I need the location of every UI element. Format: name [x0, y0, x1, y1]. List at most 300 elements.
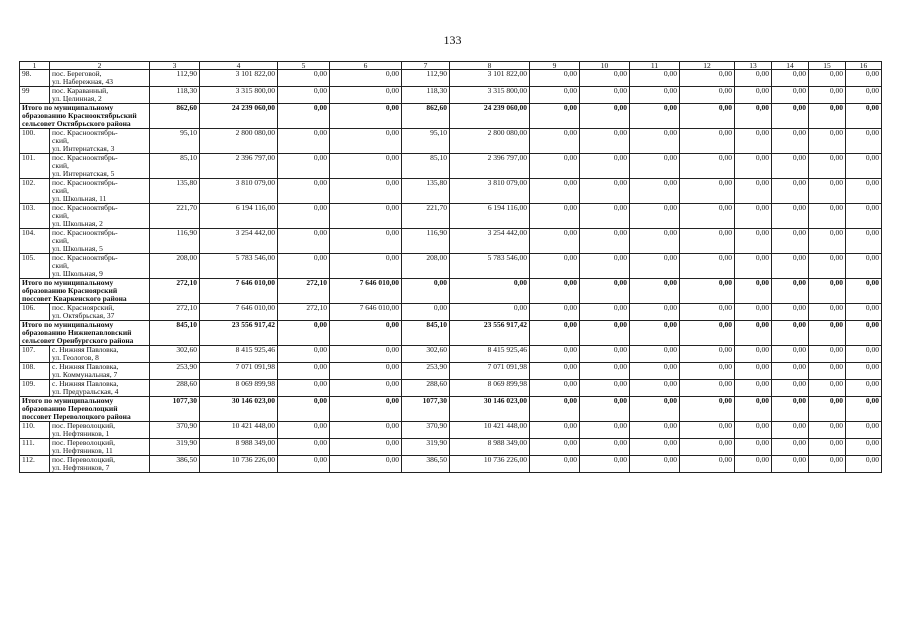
value-cell-col-13: 0,00 — [735, 380, 772, 397]
row-number: 98. — [20, 70, 50, 87]
table-row — [20, 439, 882, 456]
value-cell-col-6: 0,00 — [330, 87, 402, 104]
address-cell: с. Нижняя Павловка, ул. Предуральская, 4 — [50, 380, 150, 397]
table-row — [20, 304, 882, 321]
value-cell-col-8: 30 146 023,00 — [450, 397, 530, 422]
value-cell-col-12: 0,00 — [680, 154, 735, 179]
value-cell-col-11: 0,00 — [630, 87, 680, 104]
value-cell-col-9: 0,00 — [530, 422, 580, 439]
value-cell-col-16: 0,00 — [846, 456, 882, 473]
subtotal-row — [20, 397, 882, 422]
address-cell: с. Нижняя Павловка, ул. Геологов, 8 — [50, 346, 150, 363]
value-cell-col-7: 116,90 — [402, 229, 450, 254]
value-cell-col-15: 0,00 — [809, 154, 846, 179]
row-number: 111. — [20, 439, 50, 456]
value-cell-col-4: 3 101 822,00 — [200, 70, 278, 87]
value-cell-col-9: 0,00 — [530, 104, 580, 129]
value-cell-col-3: 221,70 — [150, 204, 200, 229]
value-cell-col-5: 0,00 — [278, 321, 330, 346]
value-cell-col-10: 0,00 — [580, 154, 630, 179]
value-cell-col-11: 0,00 — [630, 380, 680, 397]
value-cell-col-13: 0,00 — [735, 70, 772, 87]
value-cell-col-5: 0,00 — [278, 456, 330, 473]
value-cell-col-13: 0,00 — [735, 254, 772, 279]
value-cell-col-10: 0,00 — [580, 397, 630, 422]
value-cell-col-16: 0,00 — [846, 304, 882, 321]
value-cell-col-5: 0,00 — [278, 129, 330, 154]
value-cell-col-3: 208,00 — [150, 254, 200, 279]
value-cell-col-11: 0,00 — [630, 397, 680, 422]
value-cell-col-13: 0,00 — [735, 363, 772, 380]
value-cell-col-8: 3 810 079,00 — [450, 179, 530, 204]
value-cell-col-10: 0,00 — [580, 87, 630, 104]
value-cell-col-13: 0,00 — [735, 397, 772, 422]
value-cell-col-6: 0,00 — [330, 154, 402, 179]
value-cell-col-8: 8 069 899,98 — [450, 380, 530, 397]
value-cell-col-4: 10 736 226,00 — [200, 456, 278, 473]
subtotal-label: Итого по муниципальному образованию Красноярский поссовет Кваркенского района — [20, 279, 150, 304]
value-cell-col-4: 30 146 023,00 — [200, 397, 278, 422]
value-cell-col-12: 0,00 — [680, 380, 735, 397]
value-cell-col-8: 3 315 800,00 — [450, 87, 530, 104]
value-cell-col-3: 386,50 — [150, 456, 200, 473]
value-cell-col-10: 0,00 — [580, 380, 630, 397]
column-number-12: 12 — [680, 62, 735, 70]
value-cell-col-7: 135,80 — [402, 179, 450, 204]
value-cell-col-11: 0,00 — [630, 422, 680, 439]
value-cell-col-10: 0,00 — [580, 104, 630, 129]
value-cell-col-14: 0,00 — [772, 380, 809, 397]
value-cell-col-4: 8 988 349,00 — [200, 439, 278, 456]
value-cell-col-8: 8 988 349,00 — [450, 439, 530, 456]
value-cell-col-14: 0,00 — [772, 70, 809, 87]
column-number-5: 5 — [278, 62, 330, 70]
column-number-3: 3 — [150, 62, 200, 70]
value-cell-col-10: 0,00 — [580, 304, 630, 321]
value-cell-col-3: 135,80 — [150, 179, 200, 204]
value-cell-col-14: 0,00 — [772, 254, 809, 279]
row-number: 102. — [20, 179, 50, 204]
value-cell-col-15: 0,00 — [809, 380, 846, 397]
value-cell-col-3: 112,90 — [150, 70, 200, 87]
column-number-2: 2 — [50, 62, 150, 70]
row-number: 100. — [20, 129, 50, 154]
value-cell-col-14: 0,00 — [772, 422, 809, 439]
value-cell-col-12: 0,00 — [680, 129, 735, 154]
value-cell-col-14: 0,00 — [772, 397, 809, 422]
value-cell-col-9: 0,00 — [530, 346, 580, 363]
value-cell-col-5: 0,00 — [278, 254, 330, 279]
value-cell-col-8: 24 239 060,00 — [450, 104, 530, 129]
value-cell-col-5: 0,00 — [278, 422, 330, 439]
value-cell-col-5: 0,00 — [278, 346, 330, 363]
value-cell-col-11: 0,00 — [630, 229, 680, 254]
value-cell-col-6: 0,00 — [330, 70, 402, 87]
value-cell-col-3: 319,90 — [150, 439, 200, 456]
value-cell-col-16: 0,00 — [846, 104, 882, 129]
table-row — [20, 380, 882, 397]
address-cell: пос. Краснооктябрь- ский, ул. Школьная, 5 — [50, 229, 150, 254]
subtotal-row — [20, 321, 882, 346]
data-table — [19, 61, 882, 473]
value-cell-col-10: 0,00 — [580, 346, 630, 363]
value-cell-col-15: 0,00 — [809, 70, 846, 87]
value-cell-col-4: 8 415 925,46 — [200, 346, 278, 363]
value-cell-col-4: 3 315 800,00 — [200, 87, 278, 104]
value-cell-col-12: 0,00 — [680, 456, 735, 473]
value-cell-col-12: 0,00 — [680, 439, 735, 456]
table-row — [20, 254, 882, 279]
value-cell-col-9: 0,00 — [530, 363, 580, 380]
value-cell-col-4: 7 646 010,00 — [200, 304, 278, 321]
value-cell-col-15: 0,00 — [809, 422, 846, 439]
value-cell-col-8: 0,00 — [450, 279, 530, 304]
value-cell-col-10: 0,00 — [580, 254, 630, 279]
value-cell-col-16: 0,00 — [846, 87, 882, 104]
value-cell-col-7: 302,60 — [402, 346, 450, 363]
column-number-13: 13 — [735, 62, 772, 70]
subtotal-label: Итого по муниципальному образованию Переволоцкий поссовет Переволоцкого района — [20, 397, 150, 422]
value-cell-col-5: 0,00 — [278, 380, 330, 397]
value-cell-col-13: 0,00 — [735, 229, 772, 254]
table-row — [20, 363, 882, 380]
value-cell-col-5: 0,00 — [278, 363, 330, 380]
value-cell-col-3: 370,90 — [150, 422, 200, 439]
column-number-8: 8 — [450, 62, 530, 70]
table-row — [20, 129, 882, 154]
value-cell-col-15: 0,00 — [809, 321, 846, 346]
value-cell-col-4: 10 421 448,00 — [200, 422, 278, 439]
value-cell-col-6: 0,00 — [330, 129, 402, 154]
value-cell-col-3: 862,60 — [150, 104, 200, 129]
value-cell-col-5: 0,00 — [278, 70, 330, 87]
value-cell-col-7: 370,90 — [402, 422, 450, 439]
address-cell: пос. Переволоцкий, ул. Нефтяников, 1 — [50, 422, 150, 439]
value-cell-col-9: 0,00 — [530, 129, 580, 154]
column-number-10: 10 — [580, 62, 630, 70]
value-cell-col-6: 0,00 — [330, 346, 402, 363]
value-cell-col-6: 0,00 — [330, 204, 402, 229]
value-cell-col-5: 272,10 — [278, 279, 330, 304]
value-cell-col-7: 319,90 — [402, 439, 450, 456]
value-cell-col-9: 0,00 — [530, 397, 580, 422]
row-number: 108. — [20, 363, 50, 380]
value-cell-col-7: 95,10 — [402, 129, 450, 154]
subtotal-row — [20, 279, 882, 304]
table-row — [20, 229, 882, 254]
column-number-row — [20, 62, 882, 70]
value-cell-col-12: 0,00 — [680, 304, 735, 321]
value-cell-col-15: 0,00 — [809, 179, 846, 204]
value-cell-col-5: 0,00 — [278, 229, 330, 254]
row-number: 110. — [20, 422, 50, 439]
value-cell-col-9: 0,00 — [530, 179, 580, 204]
value-cell-col-6: 0,00 — [330, 380, 402, 397]
table-row — [20, 154, 882, 179]
value-cell-col-12: 0,00 — [680, 422, 735, 439]
value-cell-col-4: 8 069 899,98 — [200, 380, 278, 397]
value-cell-col-3: 85,10 — [150, 154, 200, 179]
value-cell-col-6: 0,00 — [330, 229, 402, 254]
column-number-9: 9 — [530, 62, 580, 70]
value-cell-col-7: 208,00 — [402, 254, 450, 279]
value-cell-col-5: 0,00 — [278, 179, 330, 204]
value-cell-col-13: 0,00 — [735, 422, 772, 439]
value-cell-col-15: 0,00 — [809, 104, 846, 129]
row-number: 106. — [20, 304, 50, 321]
value-cell-col-11: 0,00 — [630, 304, 680, 321]
value-cell-col-6: 0,00 — [330, 321, 402, 346]
value-cell-col-10: 0,00 — [580, 129, 630, 154]
value-cell-col-13: 0,00 — [735, 279, 772, 304]
value-cell-col-14: 0,00 — [772, 154, 809, 179]
row-number: 105. — [20, 254, 50, 279]
value-cell-col-14: 0,00 — [772, 363, 809, 380]
value-cell-col-16: 0,00 — [846, 439, 882, 456]
value-cell-col-11: 0,00 — [630, 321, 680, 346]
value-cell-col-9: 0,00 — [530, 154, 580, 179]
value-cell-col-8: 10 421 448,00 — [450, 422, 530, 439]
value-cell-col-3: 288,60 — [150, 380, 200, 397]
value-cell-col-9: 0,00 — [530, 279, 580, 304]
value-cell-col-6: 0,00 — [330, 397, 402, 422]
value-cell-col-15: 0,00 — [809, 254, 846, 279]
value-cell-col-8: 7 071 091,98 — [450, 363, 530, 380]
value-cell-col-11: 0,00 — [630, 439, 680, 456]
subtotal-row — [20, 104, 882, 129]
value-cell-col-15: 0,00 — [809, 363, 846, 380]
value-cell-col-16: 0,00 — [846, 397, 882, 422]
value-cell-col-13: 0,00 — [735, 104, 772, 129]
value-cell-col-9: 0,00 — [530, 204, 580, 229]
value-cell-col-12: 0,00 — [680, 179, 735, 204]
value-cell-col-16: 0,00 — [846, 229, 882, 254]
value-cell-col-16: 0,00 — [846, 279, 882, 304]
column-number-6: 6 — [330, 62, 402, 70]
value-cell-col-13: 0,00 — [735, 204, 772, 229]
address-cell: пос. Краснооктябрь- ский, ул. Школьная, 11 — [50, 179, 150, 204]
value-cell-col-13: 0,00 — [735, 304, 772, 321]
address-cell: пос. Краснооктябрь- ский, ул. Интернатская, 5 — [50, 154, 150, 179]
value-cell-col-3: 253,90 — [150, 363, 200, 380]
value-cell-col-14: 0,00 — [772, 321, 809, 346]
value-cell-col-5: 0,00 — [278, 87, 330, 104]
value-cell-col-8: 0,00 — [450, 304, 530, 321]
value-cell-col-9: 0,00 — [530, 70, 580, 87]
value-cell-col-6: 0,00 — [330, 439, 402, 456]
column-number-11: 11 — [630, 62, 680, 70]
value-cell-col-14: 0,00 — [772, 104, 809, 129]
table-row — [20, 179, 882, 204]
value-cell-col-10: 0,00 — [580, 363, 630, 380]
value-cell-col-10: 0,00 — [580, 179, 630, 204]
value-cell-col-16: 0,00 — [846, 254, 882, 279]
value-cell-col-16: 0,00 — [846, 380, 882, 397]
table-row — [20, 346, 882, 363]
value-cell-col-4: 23 556 917,42 — [200, 321, 278, 346]
value-cell-col-7: 862,60 — [402, 104, 450, 129]
value-cell-col-12: 0,00 — [680, 70, 735, 87]
value-cell-col-15: 0,00 — [809, 439, 846, 456]
value-cell-col-7: 112,90 — [402, 70, 450, 87]
address-cell: пос. Караванный, ул. Целинная, 2 — [50, 87, 150, 104]
value-cell-col-11: 0,00 — [630, 104, 680, 129]
value-cell-col-5: 272,10 — [278, 304, 330, 321]
column-number-1: 1 — [20, 62, 50, 70]
value-cell-col-15: 0,00 — [809, 204, 846, 229]
column-number-14: 14 — [772, 62, 809, 70]
value-cell-col-7: 253,90 — [402, 363, 450, 380]
value-cell-col-15: 0,00 — [809, 279, 846, 304]
table-row — [20, 456, 882, 473]
column-number-4: 4 — [200, 62, 278, 70]
value-cell-col-14: 0,00 — [772, 229, 809, 254]
value-cell-col-16: 0,00 — [846, 346, 882, 363]
value-cell-col-8: 2 396 797,00 — [450, 154, 530, 179]
value-cell-col-6: 0,00 — [330, 363, 402, 380]
value-cell-col-11: 0,00 — [630, 254, 680, 279]
value-cell-col-10: 0,00 — [580, 422, 630, 439]
value-cell-col-11: 0,00 — [630, 279, 680, 304]
column-number-15: 15 — [809, 62, 846, 70]
column-number-16: 16 — [846, 62, 882, 70]
value-cell-col-13: 0,00 — [735, 346, 772, 363]
row-number: 112. — [20, 456, 50, 473]
value-cell-col-11: 0,00 — [630, 129, 680, 154]
value-cell-col-3: 118,30 — [150, 87, 200, 104]
value-cell-col-8: 2 800 080,00 — [450, 129, 530, 154]
table-row — [20, 422, 882, 439]
value-cell-col-12: 0,00 — [680, 254, 735, 279]
value-cell-col-7: 288,60 — [402, 380, 450, 397]
value-cell-col-3: 272,10 — [150, 304, 200, 321]
value-cell-col-16: 0,00 — [846, 204, 882, 229]
value-cell-col-7: 85,10 — [402, 154, 450, 179]
address-cell: пос. Переволоцкий, ул. Нефтяников, 11 — [50, 439, 150, 456]
value-cell-col-14: 0,00 — [772, 129, 809, 154]
value-cell-col-16: 0,00 — [846, 129, 882, 154]
value-cell-col-9: 0,00 — [530, 304, 580, 321]
value-cell-col-7: 1077,30 — [402, 397, 450, 422]
row-number: 101. — [20, 154, 50, 179]
value-cell-col-3: 272,10 — [150, 279, 200, 304]
value-cell-col-6: 7 646 010,00 — [330, 304, 402, 321]
value-cell-col-11: 0,00 — [630, 363, 680, 380]
value-cell-col-14: 0,00 — [772, 204, 809, 229]
value-cell-col-12: 0,00 — [680, 87, 735, 104]
value-cell-col-15: 0,00 — [809, 304, 846, 321]
value-cell-col-5: 0,00 — [278, 204, 330, 229]
value-cell-col-16: 0,00 — [846, 321, 882, 346]
value-cell-col-11: 0,00 — [630, 179, 680, 204]
value-cell-col-8: 6 194 116,00 — [450, 204, 530, 229]
value-cell-col-10: 0,00 — [580, 229, 630, 254]
value-cell-col-11: 0,00 — [630, 70, 680, 87]
value-cell-col-7: 221,70 — [402, 204, 450, 229]
value-cell-col-7: 0,00 — [402, 304, 450, 321]
row-number: 107. — [20, 346, 50, 363]
value-cell-col-12: 0,00 — [680, 229, 735, 254]
value-cell-col-9: 0,00 — [530, 321, 580, 346]
value-cell-col-11: 0,00 — [630, 456, 680, 473]
value-cell-col-5: 0,00 — [278, 154, 330, 179]
address-cell: пос. Красноярский, ул. Октябрьская, 37 — [50, 304, 150, 321]
value-cell-col-11: 0,00 — [630, 346, 680, 363]
value-cell-col-5: 0,00 — [278, 397, 330, 422]
value-cell-col-8: 23 556 917,42 — [450, 321, 530, 346]
value-cell-col-10: 0,00 — [580, 456, 630, 473]
value-cell-col-16: 0,00 — [846, 363, 882, 380]
value-cell-col-13: 0,00 — [735, 439, 772, 456]
value-cell-col-4: 2 800 080,00 — [200, 129, 278, 154]
value-cell-col-16: 0,00 — [846, 422, 882, 439]
value-cell-col-4: 7 646 010,00 — [200, 279, 278, 304]
address-cell: пос. Береговой, ул. Набережная, 43 — [50, 70, 150, 87]
value-cell-col-4: 2 396 797,00 — [200, 154, 278, 179]
table-row — [20, 87, 882, 104]
value-cell-col-4: 5 783 546,00 — [200, 254, 278, 279]
value-cell-col-4: 7 071 091,98 — [200, 363, 278, 380]
value-cell-col-13: 0,00 — [735, 456, 772, 473]
value-cell-col-12: 0,00 — [680, 279, 735, 304]
value-cell-col-13: 0,00 — [735, 321, 772, 346]
value-cell-col-12: 0,00 — [680, 204, 735, 229]
value-cell-col-16: 0,00 — [846, 70, 882, 87]
value-cell-col-15: 0,00 — [809, 87, 846, 104]
value-cell-col-9: 0,00 — [530, 439, 580, 456]
value-cell-col-15: 0,00 — [809, 397, 846, 422]
value-cell-col-14: 0,00 — [772, 346, 809, 363]
value-cell-col-8: 8 415 925,46 — [450, 346, 530, 363]
address-cell: пос. Краснооктябрь- ский, ул. Интернатская, 3 — [50, 129, 150, 154]
table-row — [20, 204, 882, 229]
value-cell-col-10: 0,00 — [580, 279, 630, 304]
value-cell-col-9: 0,00 — [530, 229, 580, 254]
value-cell-col-4: 6 194 116,00 — [200, 204, 278, 229]
subtotal-label: Итого по муниципальному образованию Краснооктябрьский сельсовет Октябрьского района — [20, 104, 150, 129]
page-number: 133 — [443, 33, 462, 47]
address-cell: с. Нижняя Павловка, ул. Коммунальная, 7 — [50, 363, 150, 380]
row-number: 104. — [20, 229, 50, 254]
value-cell-col-4: 24 239 060,00 — [200, 104, 278, 129]
value-cell-col-3: 302,60 — [150, 346, 200, 363]
value-cell-col-7: 118,30 — [402, 87, 450, 104]
row-number: 109. — [20, 380, 50, 397]
value-cell-col-9: 0,00 — [530, 456, 580, 473]
value-cell-col-15: 0,00 — [809, 229, 846, 254]
value-cell-col-10: 0,00 — [580, 70, 630, 87]
value-cell-col-3: 116,90 — [150, 229, 200, 254]
value-cell-col-16: 0,00 — [846, 179, 882, 204]
value-cell-col-5: 0,00 — [278, 104, 330, 129]
row-number: 99 — [20, 87, 50, 104]
value-cell-col-9: 0,00 — [530, 380, 580, 397]
value-cell-col-10: 0,00 — [580, 204, 630, 229]
value-cell-col-12: 0,00 — [680, 321, 735, 346]
value-cell-col-7: 0,00 — [402, 279, 450, 304]
value-cell-col-14: 0,00 — [772, 456, 809, 473]
value-cell-col-13: 0,00 — [735, 87, 772, 104]
value-cell-col-5: 0,00 — [278, 439, 330, 456]
address-cell: пос. Краснооктябрь- ский, ул. Школьная, 2 — [50, 204, 150, 229]
value-cell-col-10: 0,00 — [580, 439, 630, 456]
value-cell-col-14: 0,00 — [772, 87, 809, 104]
value-cell-col-8: 10 736 226,00 — [450, 456, 530, 473]
value-cell-col-12: 0,00 — [680, 363, 735, 380]
value-cell-col-11: 0,00 — [630, 204, 680, 229]
value-cell-col-3: 845,10 — [150, 321, 200, 346]
row-number: 103. — [20, 204, 50, 229]
